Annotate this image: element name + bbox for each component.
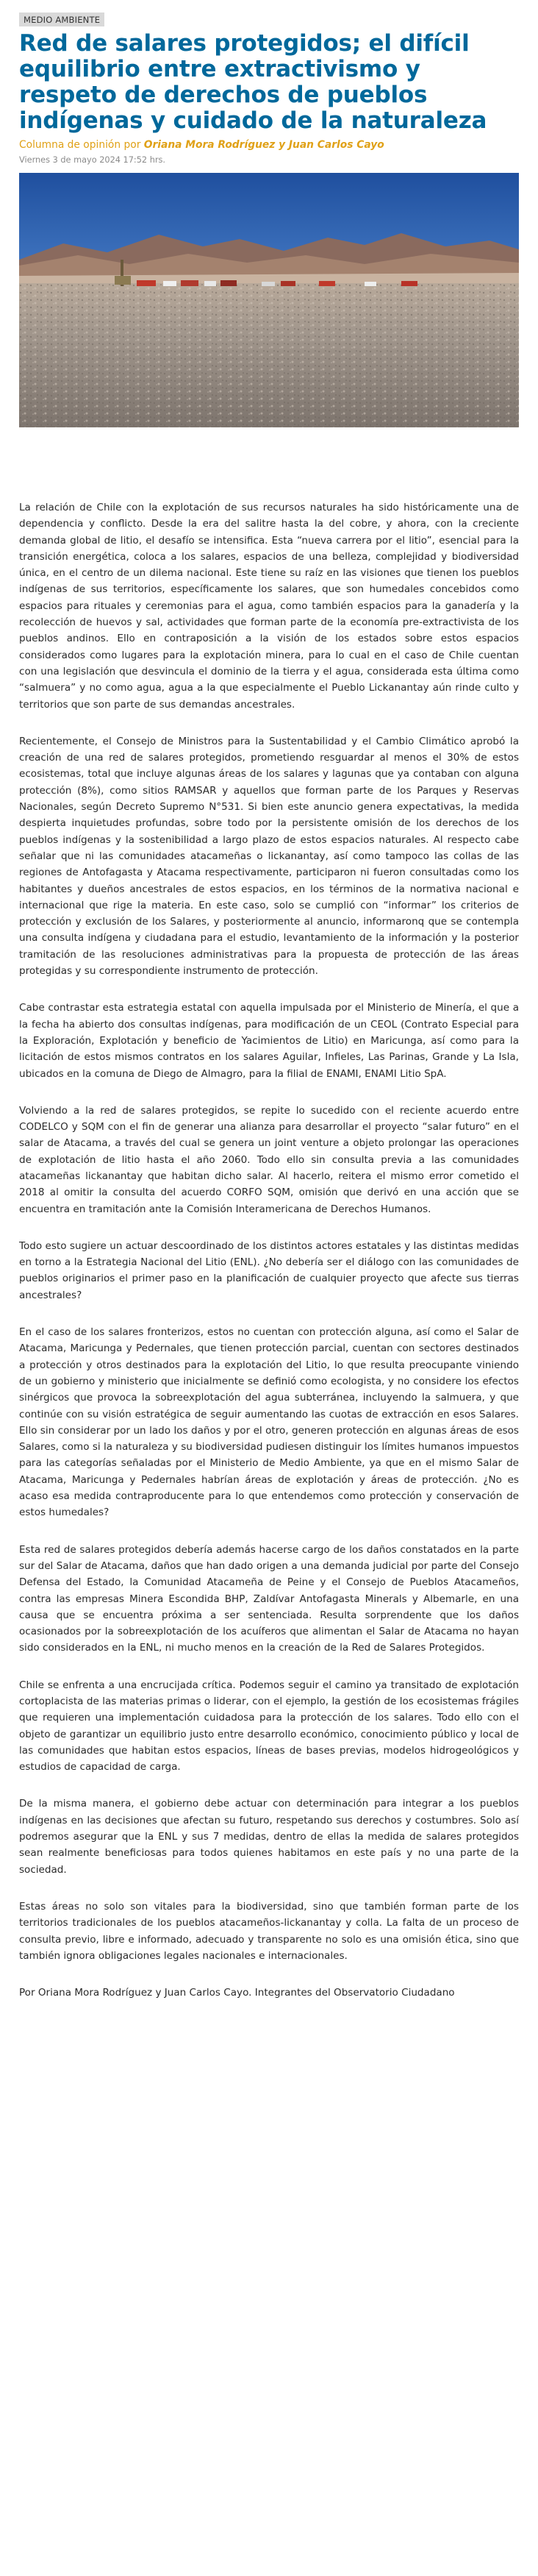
paragraph-9: De la misma manera, el gobierno debe actuar con determinación para integrar a los pueblos indígenas en las decisiones que afectan su futuro, respetando sus derechos y costumbres. Solo así podremos asegurar que la ENL y sus 7 medidas, dentro de ellas la medida de salares protegidos sean realmente beneficiosas para todos quienes habitamos en este país y no una parte de la sociedad.	[19, 1798, 519, 1876]
byline-prefix: Columna de opinión por	[19, 139, 144, 151]
publish-date: Viernes 3 de mayo 2024 17:52 hrs.	[19, 155, 165, 165]
byline	[19, 139, 519, 151]
author-signature: Por Oriana Mora Rodríguez y Juan Carlos Cayo. Integrantes del Observatorio Ciudadano	[19, 1987, 455, 1999]
paragraph-7: Esta red de salares protegidos debería además hacerse cargo de los daños constatados en la parte sur del Salar de Atacama, daños que han dado origen a una demanda judicial por parte del Consejo Defensa del Estado, la Comunidad Atacameña de Peine y el Consejo de Pueblos Atacameños, contra las empresas Minera Escondida BHP, Zaldívar Antofagasta Minerals y Albemarle, en una causa que se encuentra próxima a ser sentenciada. Resulta sorprendente que los daños ocasionados por la sobreexplotación de los acuíferos que alimentan el Salar de Atacama no hayan sido considerados en la ENL, ni mucho menos en la creación de la Red de Salares Protegidos.	[19, 1543, 519, 1654]
paragraph-5: Todo esto sugiere un actuar descoordinado de los distintos actores estatales y las distintas medidas en torno a la Estrategia Nacional del Litio (ENL). ¿No debería ser el diálogo con las comunidades de pueblos originarios el primer paso en la planificación de cualquier proyecto que afecte sus tierras ancestrales?	[19, 1239, 519, 1301]
paragraph-3: Cabe contrastar esta estrategia estatal con aquella impulsada por el Ministerio de Minería, el que a la fecha ha abierto dos consultas indígenas, para modificación de un CEOL (Contrato Especial para la Exploración, Explotación y beneficio de Yacimientos de Litio) en Maricunga, así como para la licitación de estos mismos contratos en los salares Aguilar, Infieles, Las Parinas, Grande y La Isla, ubicados en la comuna de Diego de Almagro, para la filial de ENAMI, ENAMI Litio SpA.	[19, 1002, 519, 1080]
paragraph-6: En el caso de los salares fronterizos, estos no cuentan con protección alguna, así como el Salar de Atacama, Maricunga y Pedernales, que tienen protección parcial, cuentan con sectores destinados a protección y otros destinados para la explotación del Litio, lo que resulta preocupante viniendo de un gobierno y ministerio que inicialmente se definió como ecologista, y no considere los efectos sinérgicos que provoca la sobreexplotación del agua subterránea, incluyendo la salmuera, y que continúe con su visión estratégica de seguir aumentando las cuotas de extracción en esos Salares. Ello sin considerar por un lado los daños y por el otro, generen protección en algunas áreas de esos Salares, como si la naturaleza y su biodiversidad pudiesen distinguir los límites humanos impuestos para las categorías señaladas por el Ministerio de Medio Ambiente, ya que en el mismo Salar de Atacama, Maricunga y Pedernales habrían áreas de explotación y áreas de protección. ¿No es acaso esa medida contraproducente para lo que entendemos como protección y conservación de estos humedales?	[19, 1326, 519, 1519]
paragraph-8: Chile se enfrenta a una encrucijada crítica. Podemos seguir el camino ya transitado de explotación cortoplacista de las materias primas o liderar, con el ejemplo, la gestión de los ecosistemas frágiles que requieren una implementación cuidadosa para la protección de los salares. Todo ello con el objeto de garantizar un equilibrio justo entre desarrollo económico, conocimiento público y local de las comunidades que habitan estos espacios, líneas de bases previas, modelos hidrogeológicos y estudios de capacidad de carga.	[19, 1679, 519, 1773]
paragraph-2: Recientemente, el Consejo de Ministros para la Sustentabilidad y el Cambio Climático aprobó la creación de una red de salares protegidos, prometiendo resguardar al menos el 30% de estos ecosistemas, total que incluye algunas áreas de los salares y lagunas que ya contaban con alguna protección (8%), como sitios RAMSAR y aquellos que forman parte de los Parques y Reservas Nacionales, según Decreto Supremo N°531. Si bien este anuncio genera expectativas, la medida despierta inquietudes profundas, sobre todo por la persistente omisión de los derechos de los pueblos indígenas y la sostenibilidad a largo plazo de estos espacios naturales. Al respecto cabe señalar que ni las comunidades atacameñas o lickanantay, así como tampoco las collas de las regiones de Antofagasta y Atacama respectivamente, participaron ni fueron consultadas como los habitantes y dueños ancestrales de estos espacios, en los términos de la normativa nacional e internacional que rige la materia. En este caso, solo se cumplió con “informar” los criterios de protección y exclusión de los Salares, y posteriormente al anuncio, informaronq que se contempla una consulta indígena y ciudadana para el estudio, levantamiento de la información y la posterior tramitación de las resoluciones administrativas para la propuesta de protección de las áreas protegidas y su correspondiente instrumento de protección.	[19, 735, 519, 978]
paragraph-1: La relación de Chile con la explotación de sus recursos naturales ha sido históricamente una de dependencia y conflicto. Desde la era del salitre hasta la del cobre, y ahora, con la creciente demanda global de litio, el desafío se intensifica. Esta “nueva carrera por el litio”, esencial para la transición energética, coloca a los salares, espacios de una belleza, complejidad y biodiversidad única, en el centro de un dilema nacional. Este tiene su raíz en las visiones que tienen los pueblos indígenas de sus territorios, específicamente los salares, que son humedales concebidos como espacios para rituales y ceremonias para el agua, como también espacios para la ganadería y la recolección de huevos y sal, actividades que forman parte de la economía pre-extractivista de los pueblos andinos. Ello en contraposición a la visión de los estados sobre estos espacios considerados como lugares para la explotación minera, para lo cual en el caso de Chile cuentan con una legislación que desvincula el dominio de la tierra y el agua, considerada esta última como “salmuera” y no como agua, agua a la que especialmente el Pueblo Lickanantay aún rinde culto y territorios que son parte de sus demandas ancestrales.	[19, 502, 519, 711]
paragraph-4: Volviendo a la red de salares protegidos, se repite lo sucedido con el reciente acuerdo entre CODELCO y SQM con el fin de generar una alianza para desarrollar el proyecto “salar futuro” en el salar de Atacama, a través del cual se genera un joint venture a objeto prolongar las operaciones de explotación de litio hasta el año 2060. Todo ello sin consulta previa a las comunidades atacameñas lickanantay que habitan dicho salar. Al hacerlo, reitera el mismo error cometido el 2018 al omitir la consulta del acuerdo CORFO SQM, omisión que derivó en una acción que se encuentra en tramitación ante la Comisión Interamericana de Derechos Humanos.	[19, 1104, 519, 1215]
article-title: Red de salares protegidos; el difícil equilibrio entre extractivismo y respeto de derechos de pueblos indígenas y cuidado de la naturaleza	[19, 30, 487, 134]
section-header	[0, 0, 538, 26]
hero-image	[19, 173, 519, 427]
salt-flat-photo-icon	[19, 173, 519, 427]
paragraph-10: Estas áreas no solo son vitales para la biodiversidad, sino que también forman parte de los territorios tradicionales de los pueblos atacameños-lickanantay y colla. La falta de un proceso de consulta previo, libre e informado, adecuado y transparente no solo es una omisión ética, sino que también ignora obligaciones legales nacionales e internacionales.	[19, 1900, 519, 1962]
byline-authors[interactable]: Oriana Mora Rodríguez y Juan Carlos Cayo	[143, 139, 384, 151]
article-body	[19, 499, 519, 2001]
section-badge[interactable]: MEDIO AMBIENTE	[19, 13, 104, 26]
